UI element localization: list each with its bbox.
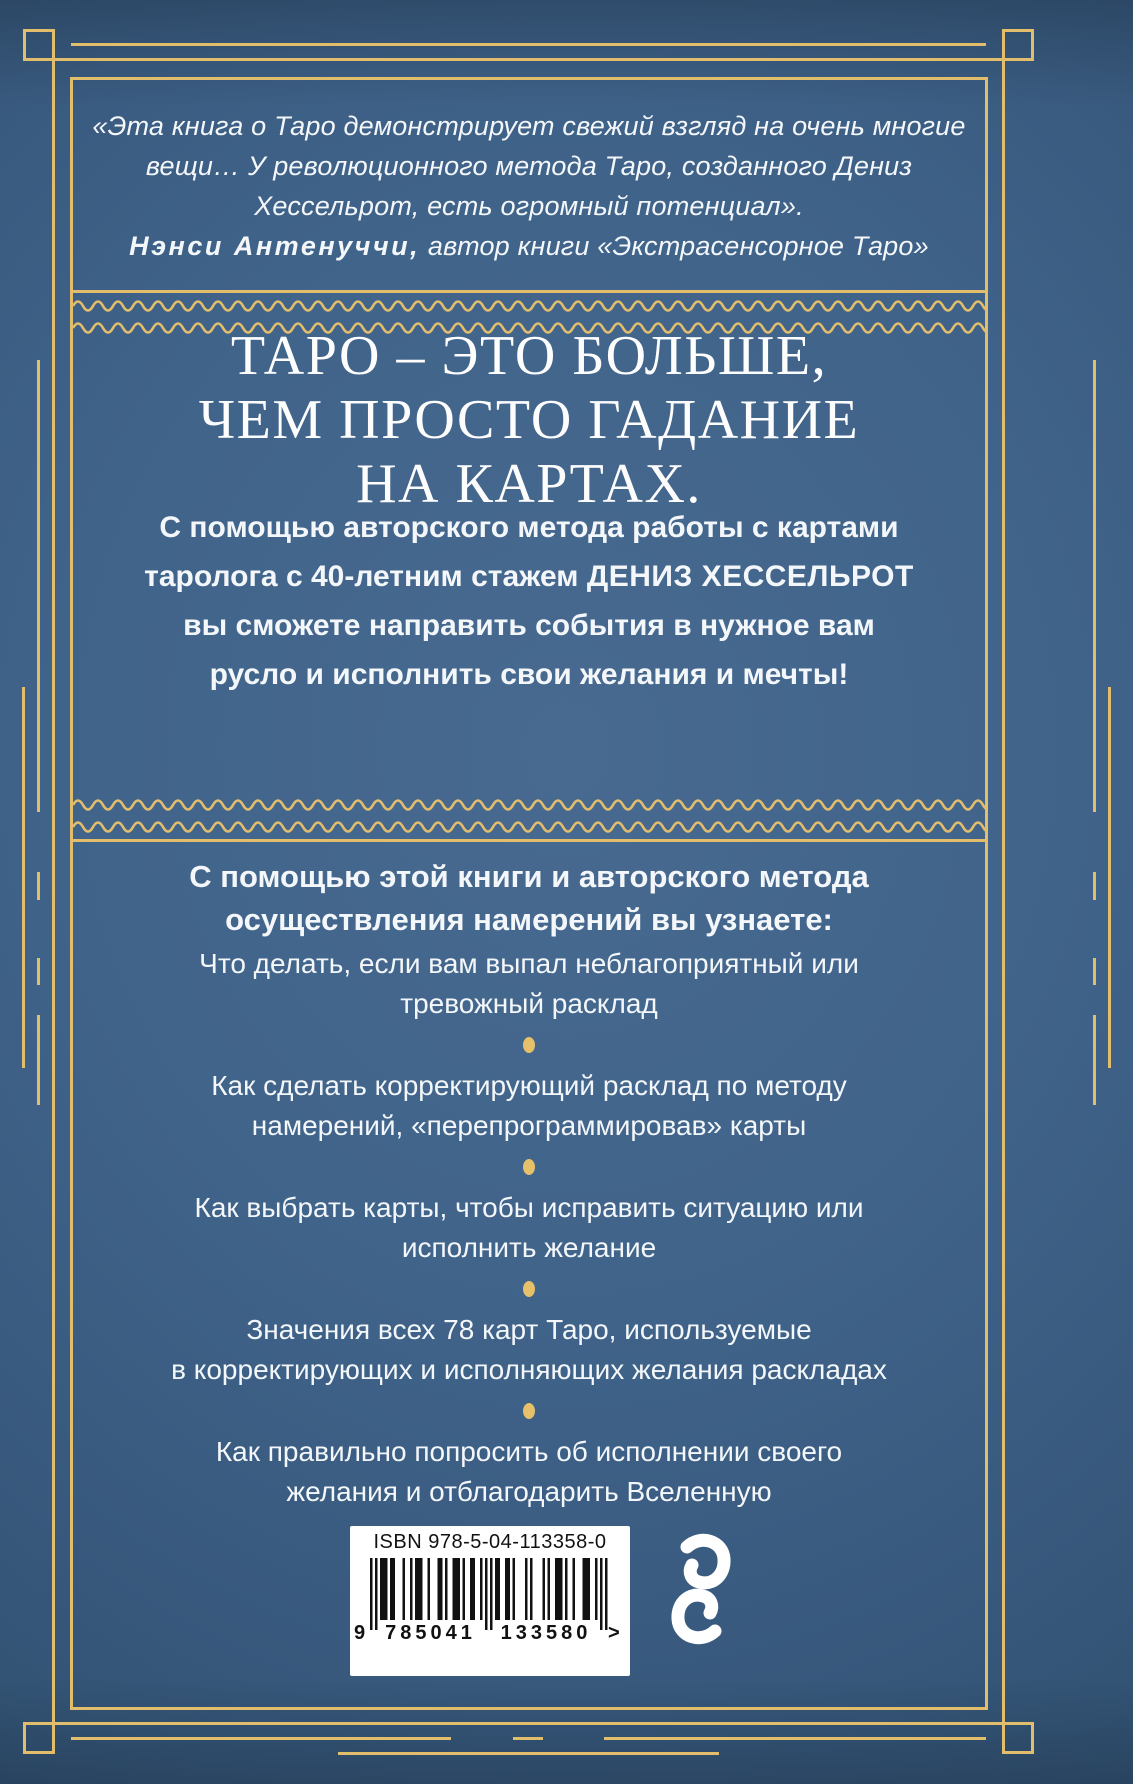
barcode-digit-group: 785041 bbox=[385, 1622, 476, 1644]
list-item-line: желания и отблагодарить Вселенную bbox=[286, 1476, 772, 1507]
list-item bbox=[70, 1310, 988, 1390]
wavy-divider-icon bbox=[72, 296, 986, 316]
left-accent-line bbox=[37, 360, 40, 812]
left-accent-dash bbox=[37, 958, 40, 985]
corner-square-bottom-right bbox=[1002, 1722, 1034, 1754]
benefits-heading bbox=[70, 855, 988, 941]
quote-line: Хессельрот, есть огромный потенциал». bbox=[254, 191, 804, 221]
isbn-barcode bbox=[350, 1526, 630, 1676]
quote-author-title: автор книги «Экстрасенсорное Таро» bbox=[420, 231, 929, 261]
title-line: ЧЕМ ПРОСТО ГАДАНИЕ bbox=[198, 389, 860, 451]
title-line: НА КАРТАХ. bbox=[356, 453, 702, 515]
list-item-line: Как сделать корректирующий расклад по методу bbox=[211, 1070, 847, 1101]
list-item-line: исполнить желание bbox=[401, 1232, 657, 1263]
barcode-digit-group: 9 bbox=[354, 1622, 366, 1644]
floating-bottom-line-segment bbox=[71, 1737, 451, 1740]
corner-square-bottom-left bbox=[23, 1722, 55, 1754]
intro-line-text: таролога с 40-летним стажем bbox=[144, 560, 587, 593]
bullet-dot-icon bbox=[523, 1403, 535, 1419]
right-accent-line bbox=[1093, 360, 1096, 812]
wavy-divider-icon bbox=[72, 817, 986, 837]
intro-line: вы сможете направить события в нужное вам bbox=[183, 609, 875, 642]
intro-line: русло и исполнить свои желания и мечты! bbox=[209, 658, 849, 691]
title-line: ТАРО – ЭТО БОЛЬШЕ, bbox=[230, 325, 828, 387]
wavy-divider-icon bbox=[72, 795, 986, 815]
list-item bbox=[70, 1066, 988, 1146]
quote-line: вещи… У революционного метода Таро, созданного Дениз bbox=[145, 151, 913, 181]
heading-line: осуществления намерений вы узнаете: bbox=[225, 902, 833, 937]
barcode-arrow: > bbox=[608, 1622, 620, 1644]
quote-author-name: Нэнси Антенуччи, bbox=[129, 231, 421, 261]
outer-frame-bottom-line bbox=[23, 1722, 1034, 1725]
benefits-list bbox=[70, 944, 988, 1512]
divider-line bbox=[70, 839, 988, 842]
floating-bottom-line-segment bbox=[604, 1737, 986, 1740]
list-item-line: Значения всех 78 карт Таро, используемые bbox=[246, 1314, 812, 1345]
right-accent-dash bbox=[1093, 872, 1096, 900]
list-item-line: Как правильно попросить об исполнении своего bbox=[215, 1436, 843, 1467]
author-name: ДЕНИЗ ХЕССЕЛЬРОТ bbox=[586, 560, 914, 593]
outer-frame-left-line bbox=[52, 29, 55, 1754]
list-item bbox=[70, 944, 988, 1024]
bottom-accent-dash bbox=[338, 1752, 719, 1755]
bullet-dot-icon bbox=[523, 1037, 535, 1053]
list-item-line: Что делать, если вам выпал неблагоприятный или bbox=[199, 948, 859, 979]
left-accent-dash bbox=[37, 872, 40, 900]
list-item-line: Как выбрать карты, чтобы исправить ситуацию или bbox=[194, 1192, 864, 1223]
list-item-line: намерений, «перепрограммировав» карты bbox=[251, 1110, 807, 1141]
barcode-digit-group: 133580 bbox=[500, 1622, 592, 1644]
list-item-line: тревожный расклад bbox=[400, 988, 658, 1019]
quote-line: «Эта книга о Таро демонстрирует свежий взгляд на очень многие bbox=[92, 111, 966, 141]
right-accent-line-outer bbox=[1108, 687, 1111, 1068]
corner-square-top-left bbox=[23, 29, 55, 61]
bullet-row bbox=[70, 1268, 988, 1310]
intro-line: С помощью авторского метода работы с картами bbox=[159, 511, 899, 544]
heading-line: С помощью этой книги и авторского метода bbox=[189, 859, 869, 894]
bullet-row bbox=[70, 1024, 988, 1066]
quote-attribution bbox=[70, 226, 988, 266]
main-title bbox=[70, 324, 988, 516]
outer-frame-right-line bbox=[1002, 29, 1005, 1754]
list-item-line: в корректирующих и исполняющих желания раскладах bbox=[171, 1354, 887, 1385]
left-accent-dash bbox=[37, 1015, 40, 1105]
list-item bbox=[70, 1432, 988, 1512]
intro-line bbox=[70, 552, 988, 601]
outer-frame-top-line bbox=[23, 58, 1034, 61]
right-accent-dash bbox=[1093, 958, 1096, 985]
divider-line bbox=[70, 290, 988, 293]
bullet-row bbox=[70, 1390, 988, 1432]
intro-paragraph bbox=[70, 503, 988, 699]
floating-bottom-line-dash bbox=[513, 1737, 543, 1740]
bullet-dot-icon bbox=[523, 1281, 535, 1297]
corner-square-top-right bbox=[1002, 29, 1034, 61]
isbn-label: ISBN 978-5-04-113358-0 bbox=[373, 1531, 607, 1553]
list-item bbox=[70, 1188, 988, 1268]
endorsement-quote bbox=[70, 106, 988, 266]
floating-top-line bbox=[71, 43, 986, 46]
barcode-digits bbox=[350, 1622, 630, 1646]
left-accent-line-outer bbox=[22, 687, 25, 1068]
eksmo-swirl-logo bbox=[668, 1532, 734, 1646]
bullet-row bbox=[70, 1146, 988, 1188]
bullet-dot-icon bbox=[523, 1159, 535, 1175]
right-accent-dash bbox=[1093, 1015, 1096, 1105]
